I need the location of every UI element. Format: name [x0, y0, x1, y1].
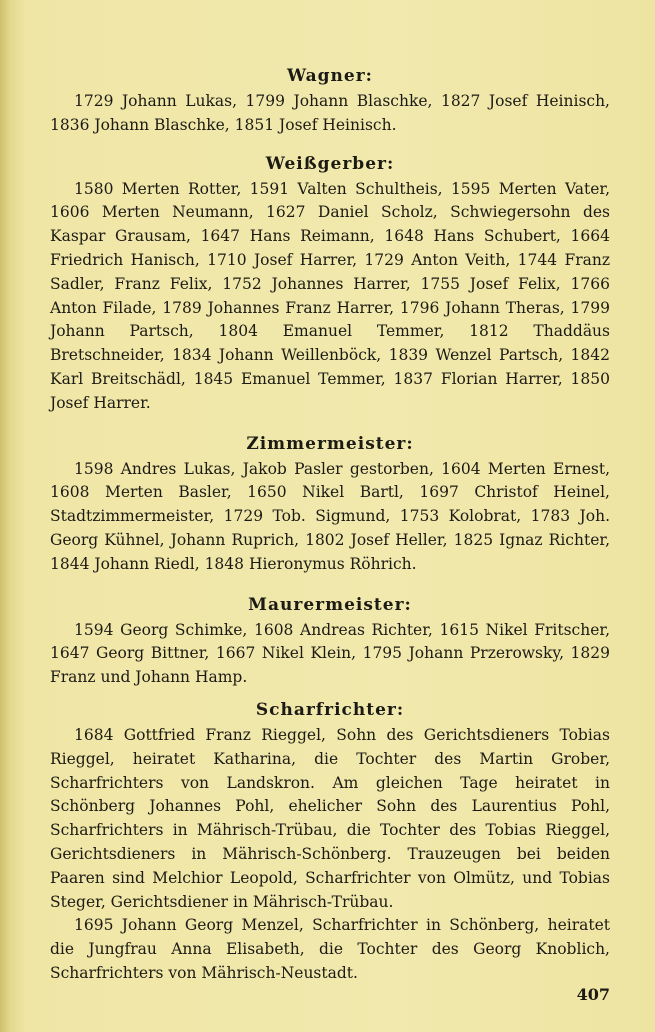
heading-scharfrichter: Scharfrichter: — [255, 699, 405, 720]
paragraph-scharfrichter-1684: 1684 Gottfried Franz Rieggel, Sohn des Gerichtsdieners Tobias Rieggel, heiratet Katharina, die Tochter des Martin Grober, Scharfrichters von Landskron. Am gleichen Tage heiratet in Schönberg Johannes Pohl, ehelicher Sohn des Laurentius Pohl, Scharfrichters in Mährisch-Trübau, die Tochter des Tobias Rieggel, Gerichtsdieners in Mährisch-Schönberg. Trauzeugen bei beiden Paaren sind Melchior Leopold, Scharfrichter von Olmütz, und Tobias Steger, Gerichtsdiener in Mährisch-Trübau. — [50, 725, 610, 911]
page-content — [50, 62, 610, 986]
paragraph-zimmermeister: 1598 Andres Lukas, Jakob Pasler gestorben, 1604 Merten Ernest, 1608 Merten Basler, 1650 Nikel Bartl, 1697 Christof Heinel, Stadtzimmermeister, 1729 Tob. Sigmund, 1753 Kolobrat, 1783 Joh. Georg Kühnel, Johann Ruprich, 1802 Josef Heller, 1825 Ignaz Richter, 1844 Johann Riedl, 1848 Hieronymus Röhrich. — [50, 459, 610, 573]
heading-weissgerber: Weißgerber: — [265, 153, 395, 174]
paragraph-wagner: 1729 Johann Lukas, 1799 Johann Blaschke, 1827 Josef Heinisch, 1836 Johann Blaschke, 1851 Josef Heinisch. — [50, 92, 610, 134]
heading-wagner: Wagner: — [287, 66, 373, 86]
heading-zimmermeister: Zimmermeister: — [246, 433, 414, 454]
paragraph-maurermeister: 1594 Georg Schimke, 1608 Andreas Richter, 1615 Nikel Fritscher, 1647 Georg Bittner, 1667 Nikel Klein, 1795 Johann Przerowsky, 1829 Franz und Johann Hamp. — [50, 620, 610, 687]
heading-maurermeister: Maurermeister: — [248, 594, 412, 615]
paragraph-weissgerber: 1580 Merten Rotter, 1591 Valten Schultheis, 1595 Merten Vater, 1606 Merten Neumann, 1627 Daniel Scholz, Schwiegersohn des Kaspar Grausam, 1647 Hans Reimann, 1648 Hans Schubert, 1664 Friedrich Hanisch, 1710 Josef Harrer, 1729 Anton Veith, 1744 Franz Sadler, Franz Felix, 1752 Johannes Harrer, 1755 Josef Felix, 1766 Anton Filade, 1789 Johannes Franz Harrer, 1796 Johann Theras, 1799 Johann Partsch, 1804 Emanuel Temmer, 1812 Thaddäus Bretschneider, 1834 Johann Weillenböck, 1839 Wenzel Partsch, 1842 Karl Breitschädl, 1845 Emanuel Temmer, 1837 Florian Harrer, 1850 Josef Harrer. — [50, 179, 610, 412]
paragraph-scharfrichter-1695: 1695 Johann Georg Menzel, Scharfrichter in Schönberg, heiratet die Jungfrau Anna Elisabeth, die Tochter des Georg Knoblich, Scharfrichters von Mährisch-Neustadt. — [50, 916, 610, 982]
page-number: 407 — [576, 985, 610, 1004]
